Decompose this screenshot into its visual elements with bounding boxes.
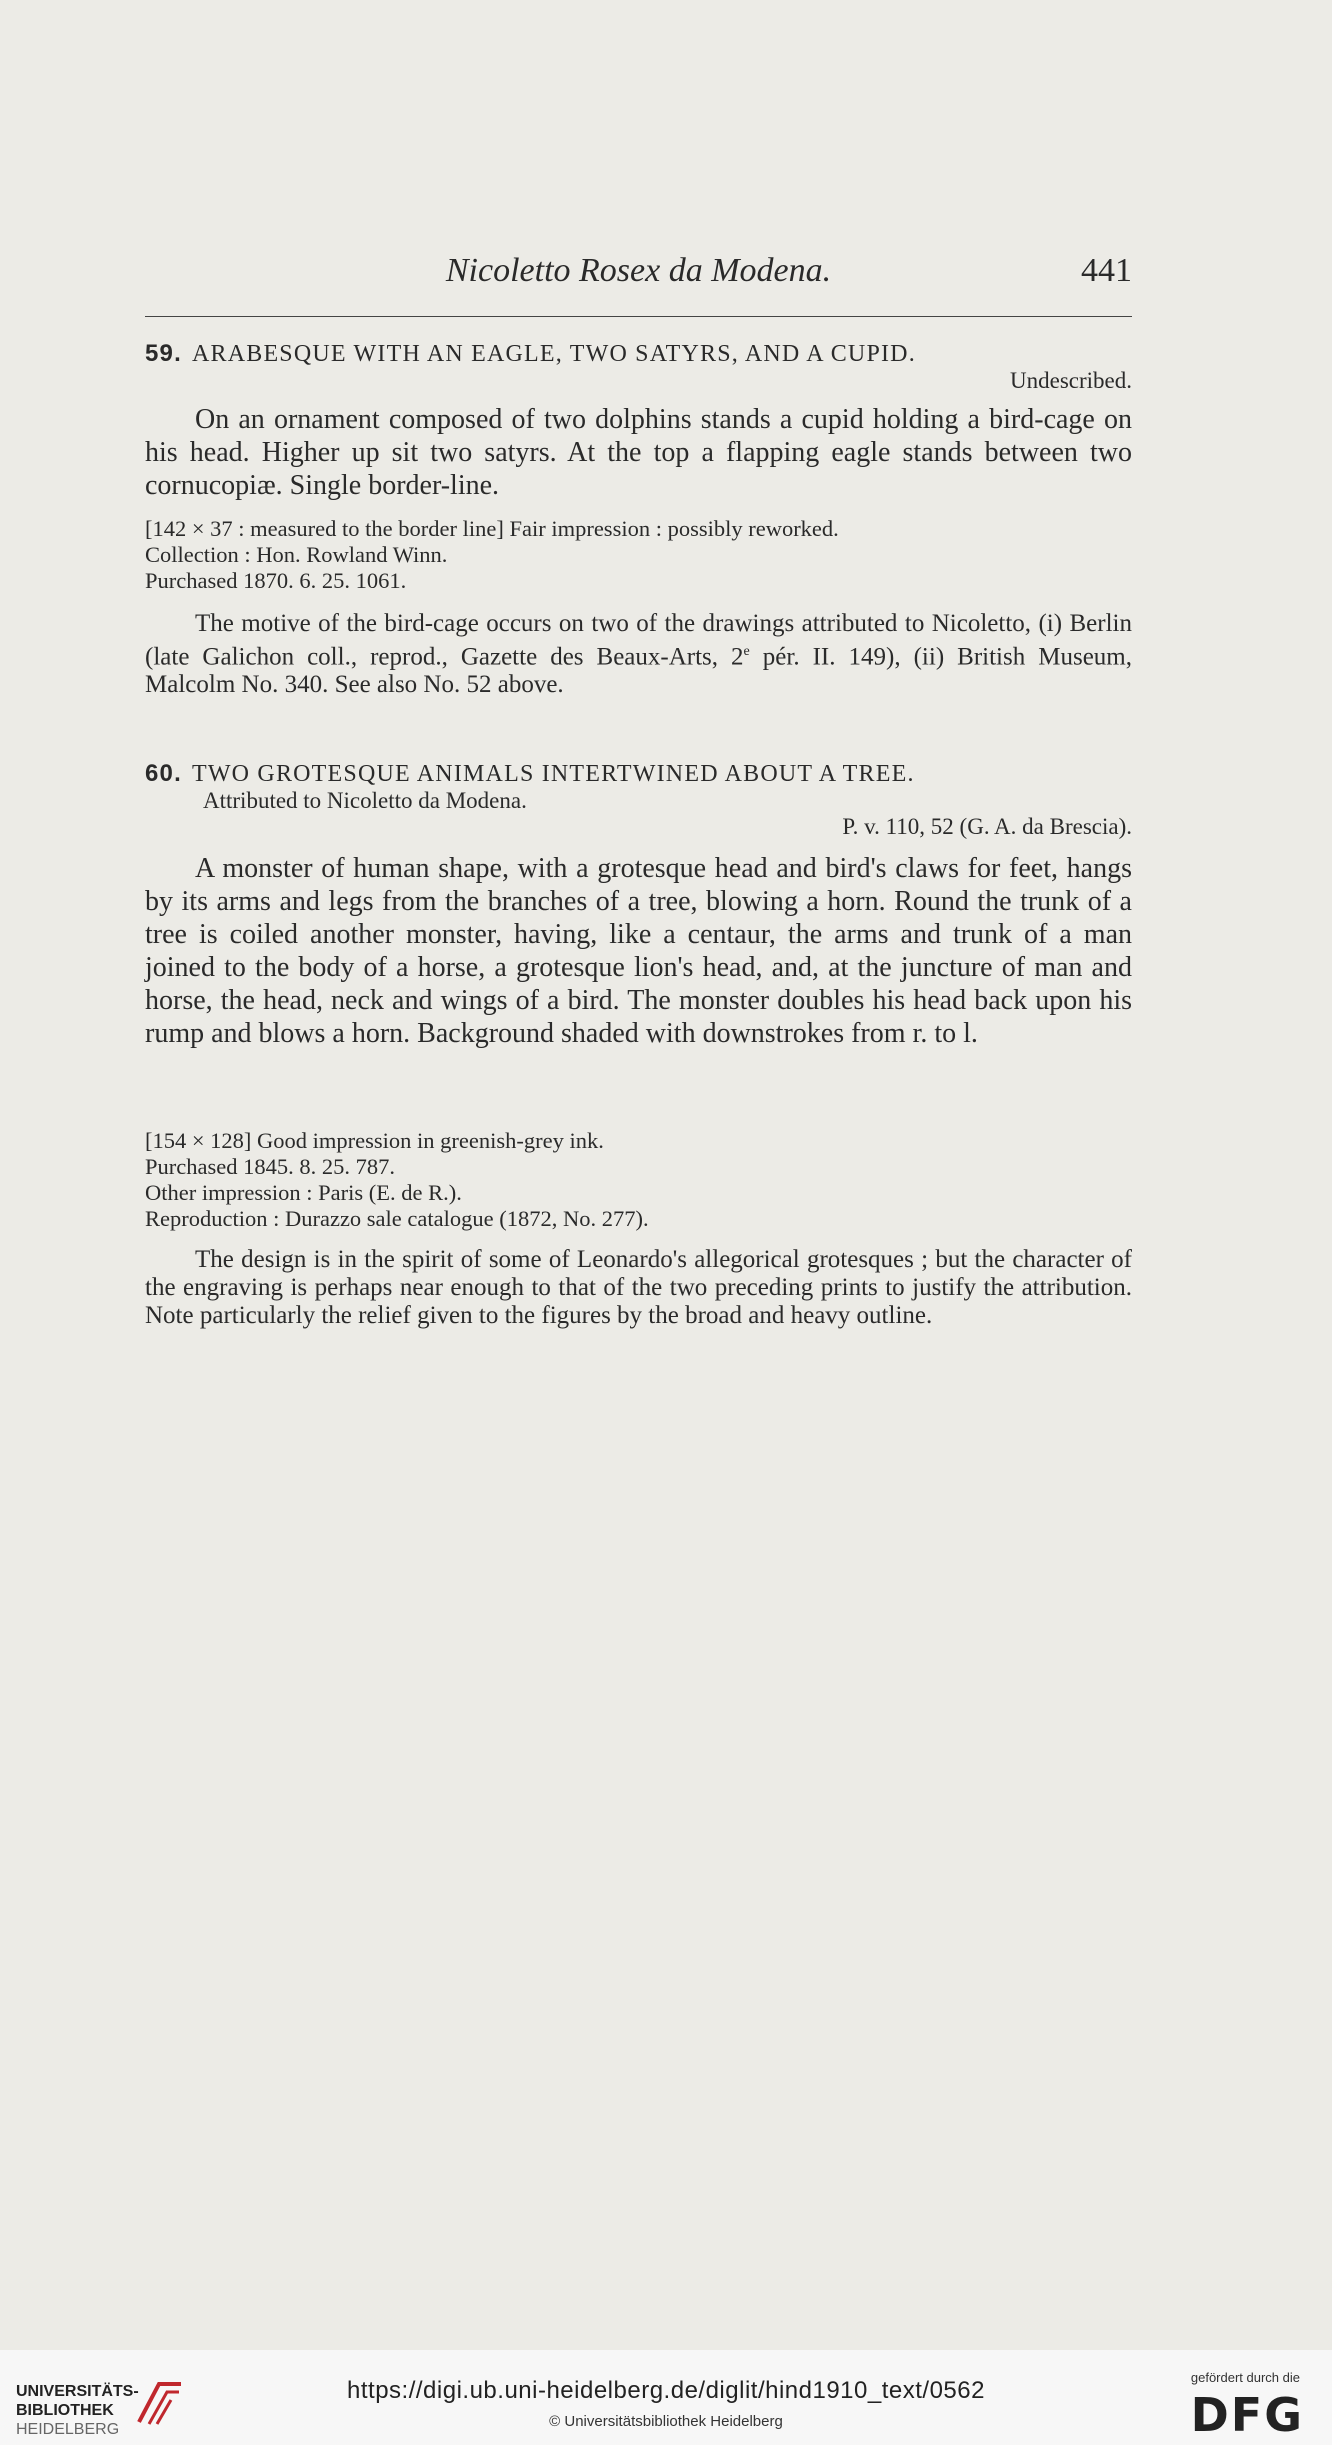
- entry-59-note: [145, 610, 1132, 699]
- detail-line: [142 × 37 : measured to the border line] Fair impression : possibly reworked.: [145, 516, 839, 541]
- running-title: Nicoletto Rosex da Modena.: [445, 252, 832, 289]
- entry-reference: P. v. 110, 52 (G. A. da Brescia).: [842, 814, 1132, 839]
- dfg-logo: DFG: [1190, 2388, 1304, 2442]
- entry-status: Undescribed.: [1010, 368, 1132, 393]
- detail-line: Purchased 1845. 8. 25. 787.: [145, 1154, 395, 1179]
- library-name-line2: BIBLIOTHEK: [16, 2402, 114, 2419]
- note-text: pér. II. 149), (ii) British Museum, Malcolm No. 340. See also No. 52 above.: [145, 643, 1132, 699]
- entry-59-description: On an ornament composed of two dolphins stands a cupid holding a bird-cage on his head. Higher up sit two satyrs. At the top a flapping eagle stands between two cornucopiæ. Single border-line.: [145, 404, 1132, 501]
- detail-line: [154 × 128] Good impression in greenish-grey ink.: [145, 1128, 604, 1153]
- running-header: [145, 252, 1132, 302]
- note-text: The motive of the bird-cage occurs on two of the drawings attributed to Nicoletto, (i) Berlin (late Galichon coll., reprod., Gazette des Beaux-Arts, 2: [145, 610, 1132, 671]
- library-name-line3: HEIDELBERG: [16, 2421, 120, 2438]
- entry-title: TWO GROTESQUE ANIMALS INTERTWINED ABOUT A TREE.: [191, 761, 915, 787]
- entry-60-details: [145, 1128, 1132, 1232]
- entry-59-details: [145, 516, 1132, 594]
- entry-59-heading: [145, 340, 1132, 394]
- entry-number: 60.: [145, 760, 182, 787]
- detail-line: Collection : Hon. Rowland Winn.: [145, 542, 448, 567]
- header-rule: [145, 316, 1132, 317]
- entry-attribution: Attributed to Nicoletto da Modena.: [203, 788, 527, 813]
- detail-line: Purchased 1870. 6. 25. 1061.: [145, 568, 407, 593]
- page-number: 441: [1081, 252, 1132, 289]
- entry-number: 59.: [145, 340, 182, 367]
- entry-title: ARABESQUE WITH AN EAGLE, TWO SATYRS, AND A CUPID.: [191, 341, 916, 367]
- copyright-notice: © Universitätsbibliothek Heidelberg: [549, 2413, 783, 2430]
- entry-60-heading: [145, 760, 1132, 840]
- detail-line: Other impression : Paris (E. de R.).: [145, 1180, 462, 1205]
- library-name-line1: UNIVERSITÄTS-: [16, 2383, 139, 2400]
- entry-60-note: The design is in the spirit of some of Leonardo's allegorical grotesques ; but the character of the engraving is perhaps near enough to that of the two preceding prints to justify the attribution. Note particularly the relief given to the figures by the broad and heavy outline.: [145, 1246, 1132, 1329]
- entry-60-description: A monster of human shape, with a grotesque head and bird's claws for feet, hangs by its arms and legs from the branches of a tree, blowing a horn. Round the trunk of a tree is coiled another monster, having, like a centaur, the arms and trunk of a man joined to the body of a horse, a grotesque lion's head, and, at the juncture of man and horse, the head, neck and wings of a bird. The monster doubles his head back upon his rump and blows a horn. Background shaded with downstrokes from r. to l.: [145, 853, 1132, 1049]
- detail-line: Reproduction : Durazzo sale catalogue (1872, No. 277).: [145, 1206, 649, 1231]
- funding-note: gefördert durch die: [1190, 2370, 1300, 2385]
- permalink-url[interactable]: https://digi.ub.uni-heidelberg.de/diglit/hind1910_text/0562: [347, 2377, 985, 2404]
- note-superscript: e: [743, 644, 750, 659]
- viewer-footer: [0, 2350, 1332, 2445]
